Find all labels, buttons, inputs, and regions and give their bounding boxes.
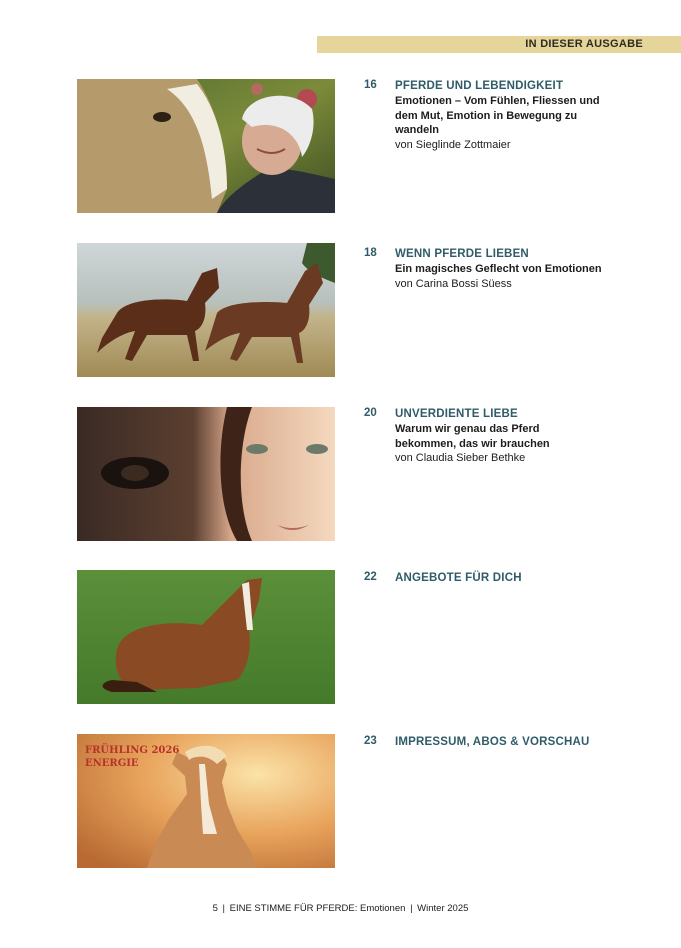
footer-page-number: 5 [212,903,218,914]
article-title[interactable]: IMPRESSUM, ABOS & VORSCHAU [395,736,590,748]
article-author: von Claudia Sieber Bethke [395,452,526,464]
thumbnail-foal-in-grass [77,570,335,704]
section-header-label: IN DIESER AUSGABE [525,38,643,50]
section-header-bar [317,36,681,53]
thumbnail-horse-eye-woman-face [77,407,335,541]
article-subtitle: Ein magisches Geflecht von Emotionen [395,263,602,275]
thumbnail-horse-woman [77,79,335,213]
article-title[interactable]: ANGEBOTE FÜR DICH [395,572,522,584]
page-number: 20 [364,407,377,419]
page-footer: 5 | EINE STIMME FÜR PFERDE: Emotionen | Winter 2025 [212,903,469,914]
article-title[interactable]: PFERDE UND LEBENDIGKEIT [395,80,564,92]
cover-text-season: FRÜHLING 2026 [85,745,180,756]
cover-text-theme: ENERGIE [85,758,139,769]
thumbnail-next-issue-cover [77,734,335,868]
article-title[interactable]: UNVERDIENTE LIEBE [395,408,518,420]
thumbnail-two-horses [77,243,335,377]
article-subtitle: Emotionen – Vom Fühlen, Fliessen und dem Mut, Emotion in Bewegung zu wandeln [395,95,600,136]
article-author: von Carina Bossi Süess [395,277,512,290]
page-number: 22 [364,571,377,583]
page-number: 23 [364,735,377,747]
page-number: 16 [364,79,377,91]
article-title[interactable]: WENN PFERDE LIEBEN [395,248,529,260]
article-subtitle: Warum wir genau das Pferd bekommen, das wir brauchen [395,423,550,450]
article-author: von Sieglinde Zottmaier [395,138,511,151]
page-number: 18 [364,247,377,259]
footer-magazine: EINE STIMME FÜR PFERDE: Emotionen [229,903,406,914]
footer-issue: Winter 2025 [417,903,469,914]
